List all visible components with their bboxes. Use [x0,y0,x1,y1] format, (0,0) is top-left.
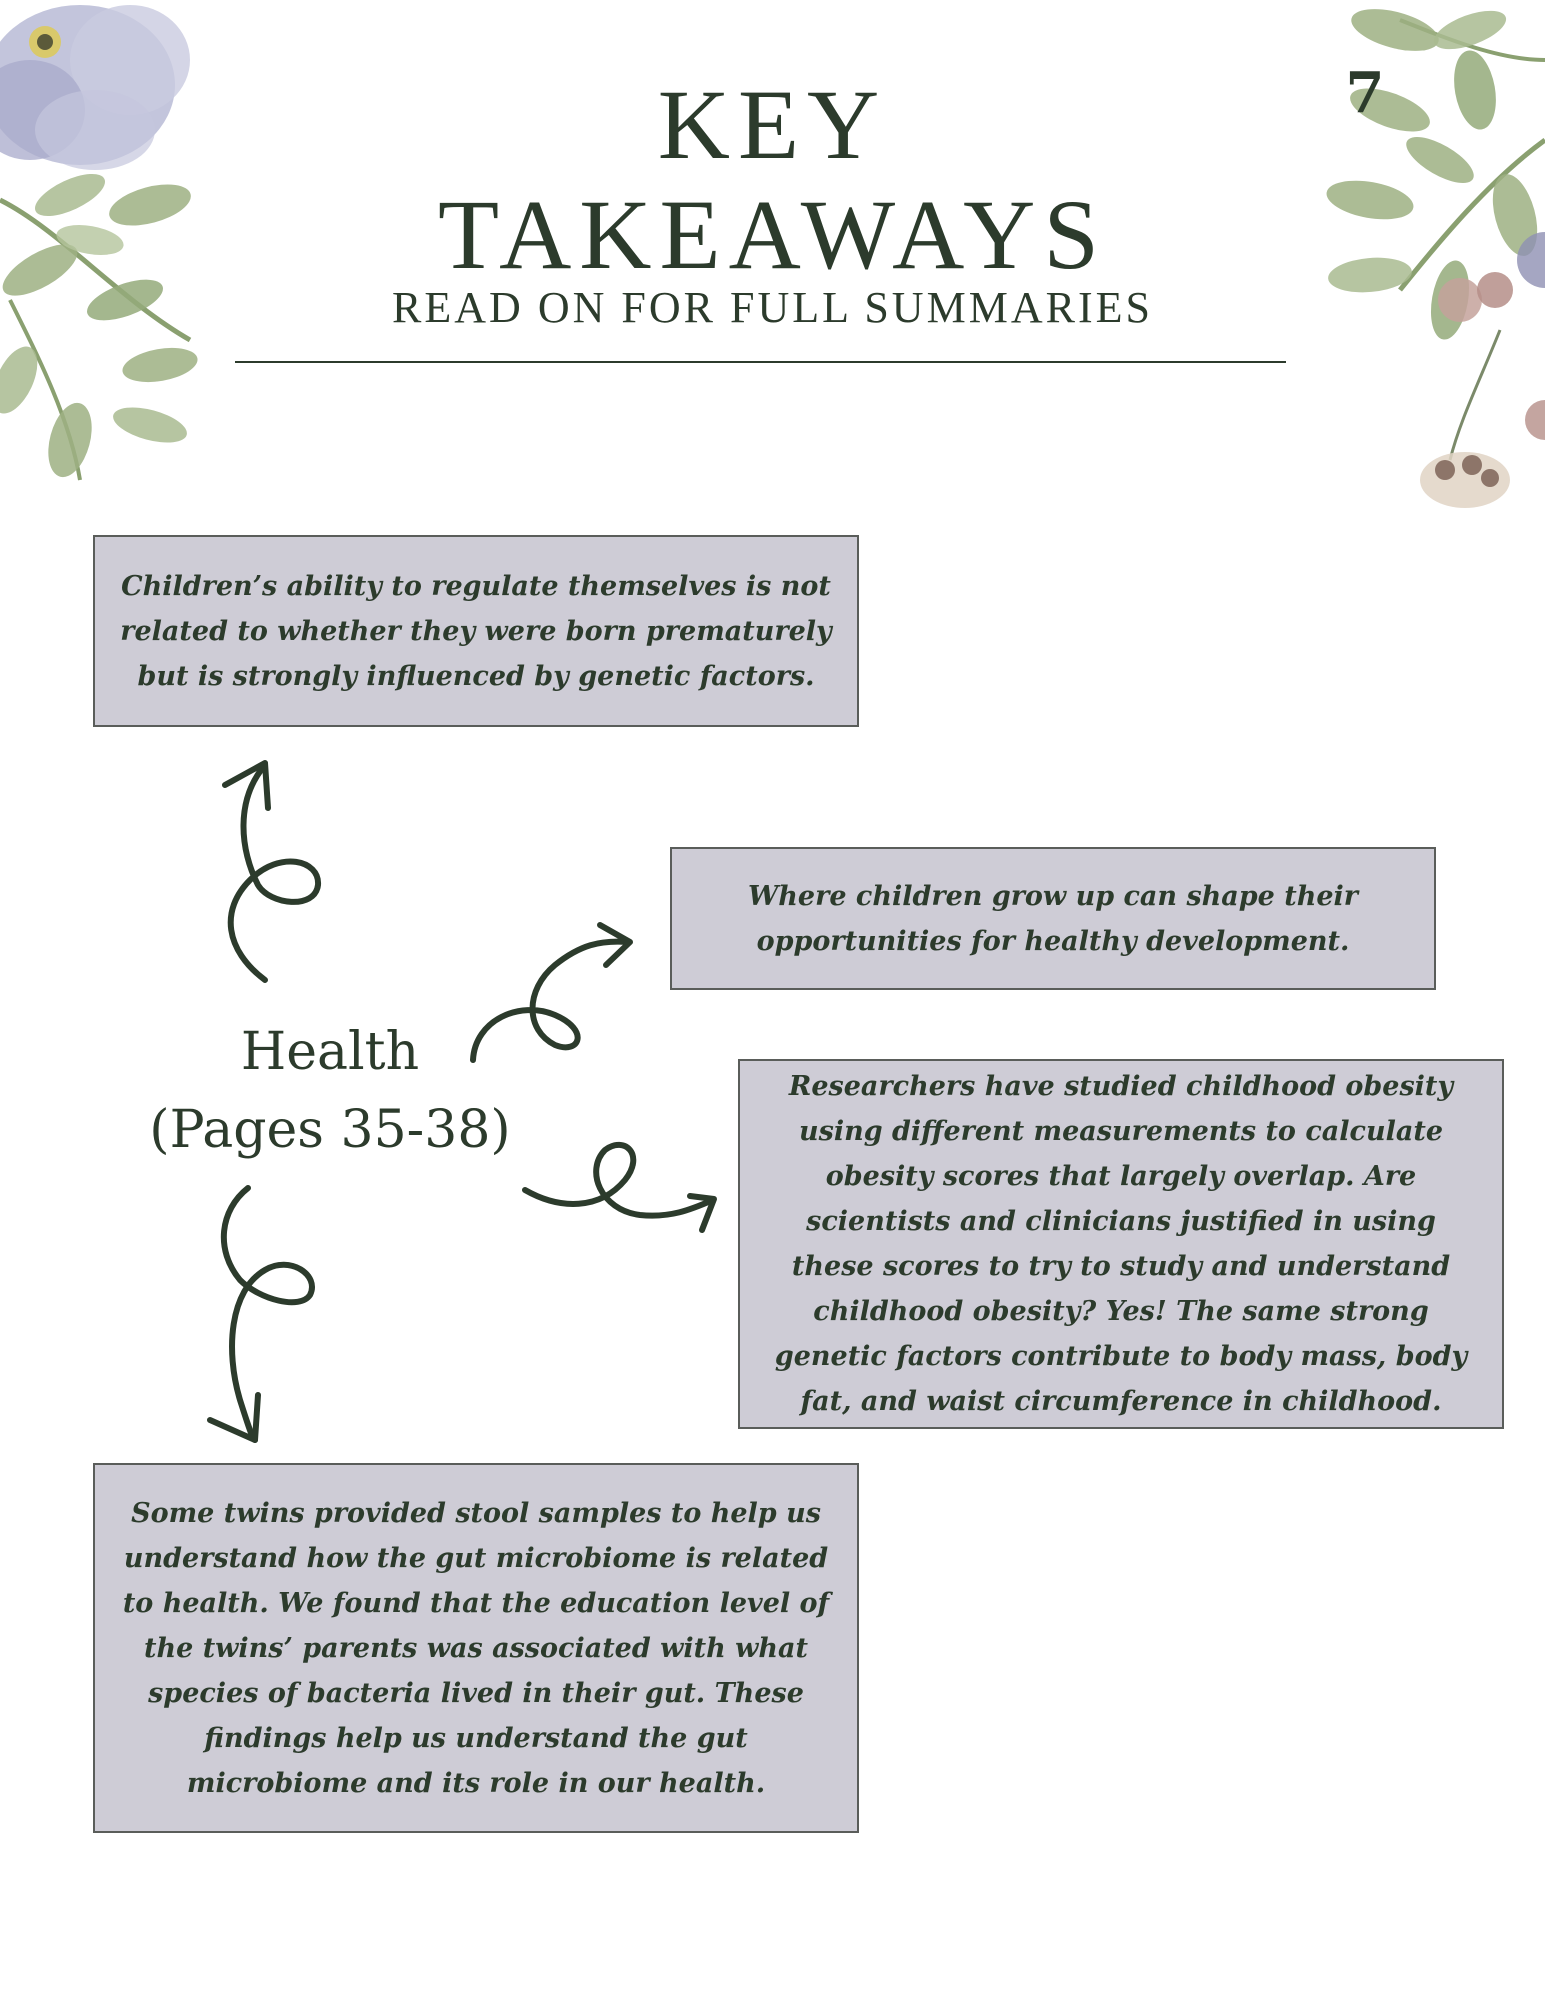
curly-arrow-up-icon [225,763,318,980]
page-title-line-1: KEY [657,69,888,180]
takeaway-text: Where children grow up can shape their opportunities for healthy development. [747,880,1358,957]
takeaway-text: Children’s ability to regulate themselves is not related to whether they were born prematurely but is strongly influenced by genetic factors. [120,570,832,692]
page-subtitle: READ ON FOR FULL SUMMARIES [392,283,1153,332]
hub-page-range: (Pages 35-38) [149,1100,511,1160]
takeaway-text: Some twins provided stool samples to help us understand how the gut microbiome is related to health. We found that the education level of the twins’ parents was associated with what species of bacteria lived in their gut. These findings help us understand the gut microbiome and its role in our health. [122,1497,830,1799]
curly-arrow-up-right-icon [473,925,630,1060]
page-title-line-2: TAKEAWAYS [438,179,1107,290]
page-number: 7 [1345,60,1385,126]
curly-arrow-right-icon [525,1145,714,1230]
takeaway-text: Researchers have studied childhood obesity using different measurements to calculate obesity scores that largely overlap. Are scientists and clinicians justified in using these scores to try to study and understand childhood obesity? Yes! The same strong genetic factors contribute to body mass, body fat, and waist circumference in childhood. [774,1071,1468,1417]
hub-topic-title: Health [240,1022,420,1082]
curly-arrow-down-icon [210,1188,312,1440]
